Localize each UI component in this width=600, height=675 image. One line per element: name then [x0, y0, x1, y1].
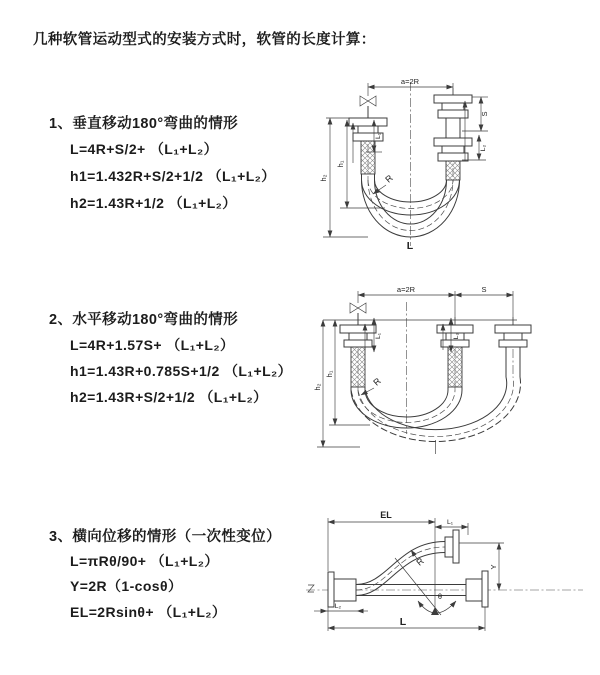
- dim-label-s: S: [480, 111, 489, 117]
- dim-label-h2: h₂: [319, 174, 328, 182]
- length-label: L: [406, 240, 414, 252]
- section3-formula-L: L=πRθ/90+ （L₁+L₂）: [70, 553, 219, 569]
- dim-label-h1: h₁: [325, 370, 334, 378]
- left-end-fitting: [349, 118, 387, 174]
- left-flange: [328, 572, 356, 607]
- dim-label-h2: h₂: [313, 383, 322, 391]
- left-end-fitting: [340, 325, 376, 387]
- section2-formula-h1: h1=1.43R+0.785S+1/2 （L₁+L₂）: [70, 363, 293, 379]
- section3-formula-EL: EL=2Rsinθ+ （L₁+L₂）: [70, 604, 227, 620]
- section2-formula-L: L=4R+1.57S+ （L₁+L₂）: [70, 337, 235, 353]
- dim-label-h1: h₁: [336, 160, 345, 168]
- valve-icon: [350, 303, 366, 325]
- section1-formula-h1: h1=1.432R+S/2+1/2 （L₁+L₂）: [70, 168, 276, 184]
- hose-displaced-position: [356, 530, 459, 596]
- section3-heading: 3、横向位移的情形（一次性变位）: [49, 529, 281, 545]
- section1-formula-h2: h2=1.43R+1/2 （L₁+L₂）: [70, 195, 237, 211]
- section2-formula-h2: h2=1.43R+S/2+1/2 （L₁+L₂）: [70, 389, 268, 405]
- section1-formula-L: L=4R+S/2+ （L₁+L₂）: [70, 141, 218, 157]
- dim-label-a2r: a=2R: [396, 285, 416, 294]
- section3-formula-Y: Y=2R（1-cosθ）: [70, 578, 183, 594]
- dim-label-a2r: a=2R: [400, 77, 420, 86]
- dimension-labels: [335, 510, 498, 628]
- length-label: L: [399, 616, 407, 628]
- dim-label-l1: L₁: [446, 519, 454, 526]
- dim-label-l1: L₁: [375, 132, 382, 140]
- radius-label: R: [371, 375, 383, 388]
- radius-label: R: [414, 555, 426, 568]
- displaced-end-fitting: [495, 325, 531, 347]
- dim-label-s: S: [481, 285, 487, 294]
- diagram-horizontal-180-bend: [312, 282, 574, 460]
- valve-icon: [360, 96, 376, 118]
- section2-heading: 2、水平移动180°弯曲的情形: [49, 312, 239, 328]
- centerline-mark: [308, 585, 314, 592]
- dim-label-l2: L₂: [453, 332, 460, 340]
- section1-heading: 1、垂直移动180°弯曲的情形: [49, 116, 239, 132]
- dim-label-l2: L₂: [480, 144, 487, 152]
- dim-label-l2: L₂: [334, 603, 342, 610]
- diagram-vertical-180-bend: [310, 68, 545, 263]
- angle-label: θ: [437, 592, 443, 601]
- diagram-lateral-displacement: [298, 503, 590, 655]
- hose-arcs: [351, 347, 521, 442]
- radius-label: R: [383, 172, 395, 185]
- centerlines: [368, 82, 453, 246]
- dim-label-l1: L₁: [375, 332, 382, 340]
- dim-label-el: EL: [380, 510, 392, 520]
- dim-label-y: Y: [489, 564, 498, 570]
- right-end-fitting: [434, 95, 472, 180]
- dimension-lines: [317, 291, 517, 447]
- centerlines: [358, 302, 513, 454]
- dimension-lines: [314, 518, 504, 631]
- page-title: 几种软管运动型式的安装方式时，软管的长度计算：: [33, 32, 376, 48]
